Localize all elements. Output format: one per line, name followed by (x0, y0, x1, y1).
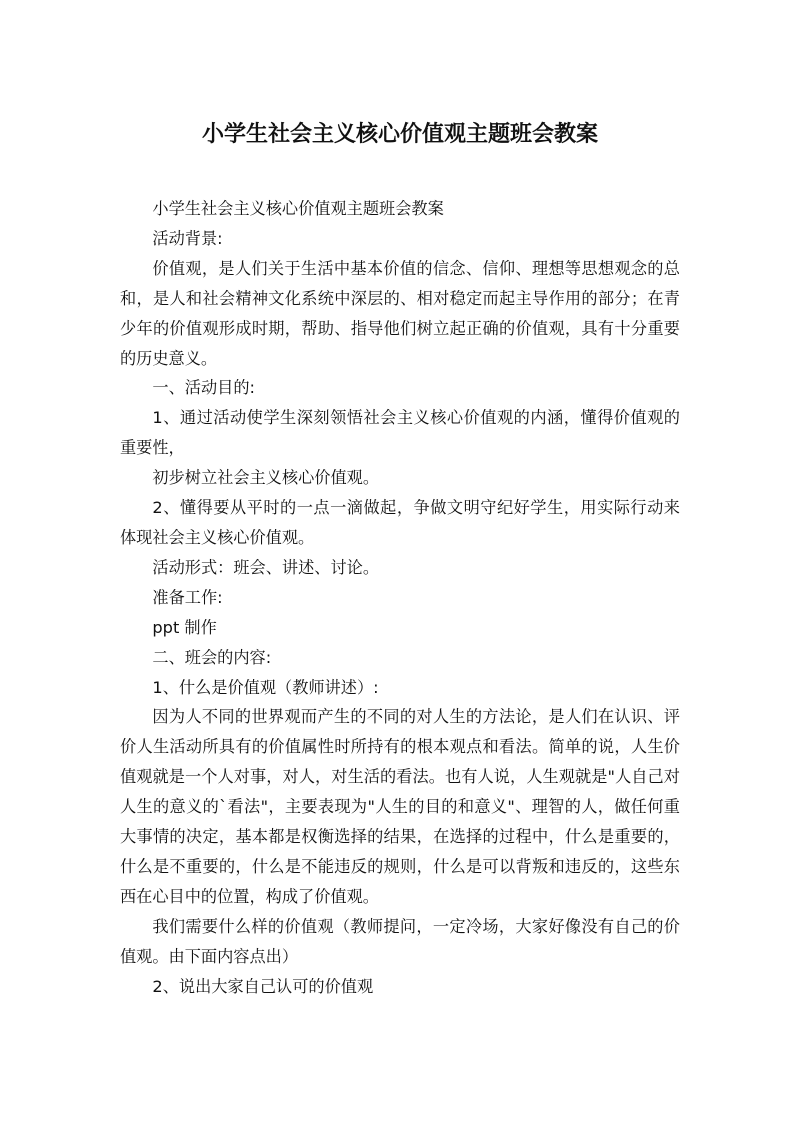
body-paragraph-ppt: ppt 制作 (152, 617, 217, 637)
body-paragraph-goal-one: 1、通过活动使学生深刻领悟社会主义核心价值观的内涵，懂得价值观的重要性， (120, 408, 680, 458)
body-paragraph-subtitle: 小学生社会主义核心价值观主题班会教案 (152, 199, 444, 218)
body-paragraph-value-definition-heading: 1、什么是价值观（教师讲述）: (152, 677, 379, 697)
body-paragraph-goal-one-continued: 初步树立社会主义核心价值观。 (152, 468, 380, 488)
body-paragraph-preparation-heading: 准备工作: (152, 587, 223, 607)
body-paragraph-background-text: 价值观，是人们关于生活中基本价值的信念、信仰、理想等思想观念的总和，是人和社会精神文化系统中深层的、相对稳定而起主导作用的部分；在青少年的价值观形成时期，帮助、指导他们树立起正确的价值观，具有十分重要的历史意义。 (120, 258, 680, 368)
body-paragraph-goal-two: 2、懂得要从平时的一点一滴做起，争做文明守纪好学生，用实际行动来体现社会主义核心价值观。 (120, 498, 680, 547)
body-paragraph-activity-form: 活动形式：班会、讲述、讨论。 (152, 557, 380, 577)
body-paragraph-value-definition-text: 因为人不同的世界观而产生的不同的对人生的方法论，是人们在认识、评价人生活动所具有的价值属性时所持有的根本观点和看法。简单的说，人生价值观就是一个人对事，对人，对生活的看法。也有人说，人生观就是"人自己对人生的意义的`看法"，主要表现为"人生的目的和意义"、理智的人，做任何重大事情的决定，基本都是权衡选择的结果，在选择的过程中，什么是重要的，什么是不重要的，什么是不能违反的规则，什么是可以背叛和违反的，这些东西在心目中的位置，构成了价值观。 (120, 707, 680, 906)
document-body (120, 194, 680, 1001)
body-paragraph-background-heading: 活动背景: (152, 228, 223, 248)
document-title: 小学生社会主义核心价值观主题班会教案 (201, 122, 598, 147)
body-paragraph-section-two-heading: 二、班会的内容: (152, 647, 272, 667)
body-paragraph-section-one-heading: 一、活动目的: (152, 378, 255, 398)
body-paragraph-item-two: 2、说出大家自己认可的价值观 (152, 976, 374, 996)
body-paragraph-question: 我们需要什么样的价值观（教师提问，一定冷场，大家好像没有自己的价值观。由下面内容点出） (120, 916, 680, 966)
